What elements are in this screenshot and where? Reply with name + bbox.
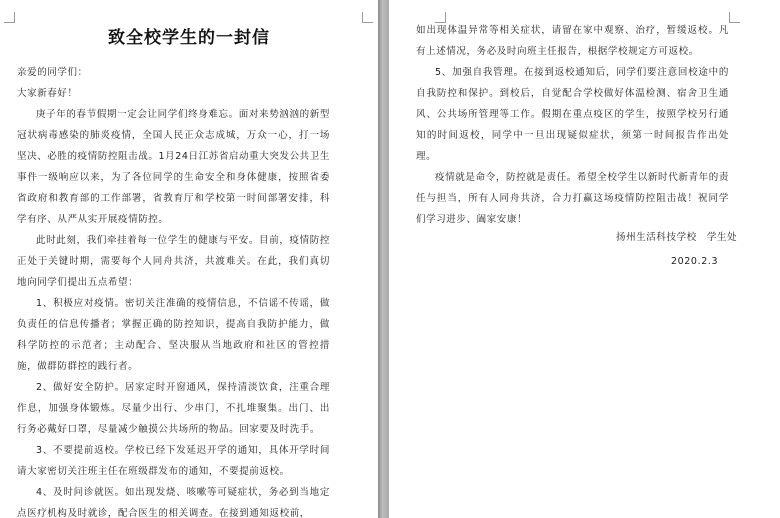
document-page-left	[0, 0, 378, 518]
greeting: 大家新春好！	[17, 88, 78, 99]
letter-title: 致全校学生的一封信	[108, 28, 270, 48]
paragraph-intro: 庚子年的春节假期一定会让同学们终身难忘。面对来势汹汹的新型冠状病毒感染的肺炎疫情，全国人民正众志成城，万众一心，打一场坚决、必胜的疫情防控阻击战。1月24日江苏省启动重大突发公共卫生事件一级响应以来，为了各位同学的生命安全和身体健康，按照省委省政府和教育部的工作部署，省教育厅和学校第一时间部署安排，科学有序、从严从实开展疫情防控。	[17, 109, 330, 225]
page-corner-mark	[4, 12, 15, 23]
salutation: 亲爱的同学们：	[17, 67, 88, 78]
list-item: 3、不要提前返校。学校已经下发延迟开学的通知，具体开学时间请大家密切关注班主任在班级群发布的通知，不要提前返校。	[17, 445, 330, 477]
paragraph-closing: 疫情就是命令，防控就是责任。希望全校学生以新时代新青年的责任与担当，所有人同舟共济，合力打赢这场疫情防控阻击战！祝同学们学习进步、阖家安康！	[416, 172, 729, 225]
list-item-continued: 如出现体温异常等相关症状，请留在家中观察、治疗，暂缓返校。凡有上述情况，务必及时向班主任报告，根据学校规定方可返校。	[416, 25, 729, 57]
list-item: 5、加强自我管理。在接到返校通知后，同学们要注意回校途中的自我防控和保护。到校后，自觉配合学校做好体温检测、宿舍卫生通风、公共场所管理等工作。假期在重点疫区的学生，按照学校另行通知的时间返校，同学中一旦出现疑似症状，须第一时间报告作出处理。	[416, 67, 729, 162]
paragraph-now: 此时此刻，我们牵挂着每一位学生的健康与平安。目前，疫情防控正处于关键时期，需要每个人同舟共济，共渡难关。在此，我们真切地向同学们提出五点希望：	[17, 235, 330, 288]
letter-body-right	[416, 20, 729, 230]
page-gutter	[378, 0, 389, 518]
page-corner-mark	[362, 12, 373, 23]
list-item: 4、及时问诊就医。如出现发烧、咳嗽等可疑症状，务必到当地定点医疗机构及时就诊，配合医生的相关调查。在接到通知返校前，	[17, 487, 330, 518]
list-item: 1、积极应对疫情。密切关注准确的疫情信息，不信谣不传谣，做负责任的信息传播者；掌握正确的防控知识，提高自我防护能力，做科学防控的示范者；主动配合、坚决服从当地政府和社区的管控措施，做群防群控的践行者。	[17, 298, 330, 372]
letter-date: 2020.2.3	[671, 256, 719, 267]
letter-body-left	[17, 62, 330, 518]
list-item: 2、做好安全防护。居家定时开窗通风，保持清淡饮食，注重合理作息，加强身体锻炼。尽量少出行、少串门，不扎堆聚集。出门、出行务必戴好口罩，尽量减少触摸公共场所的物品。回家要及时洗手。	[17, 382, 330, 435]
signature: 扬州生活科技学校 学生处	[616, 232, 738, 243]
document-page-right	[389, 0, 780, 518]
page-corner-mark	[729, 12, 740, 23]
